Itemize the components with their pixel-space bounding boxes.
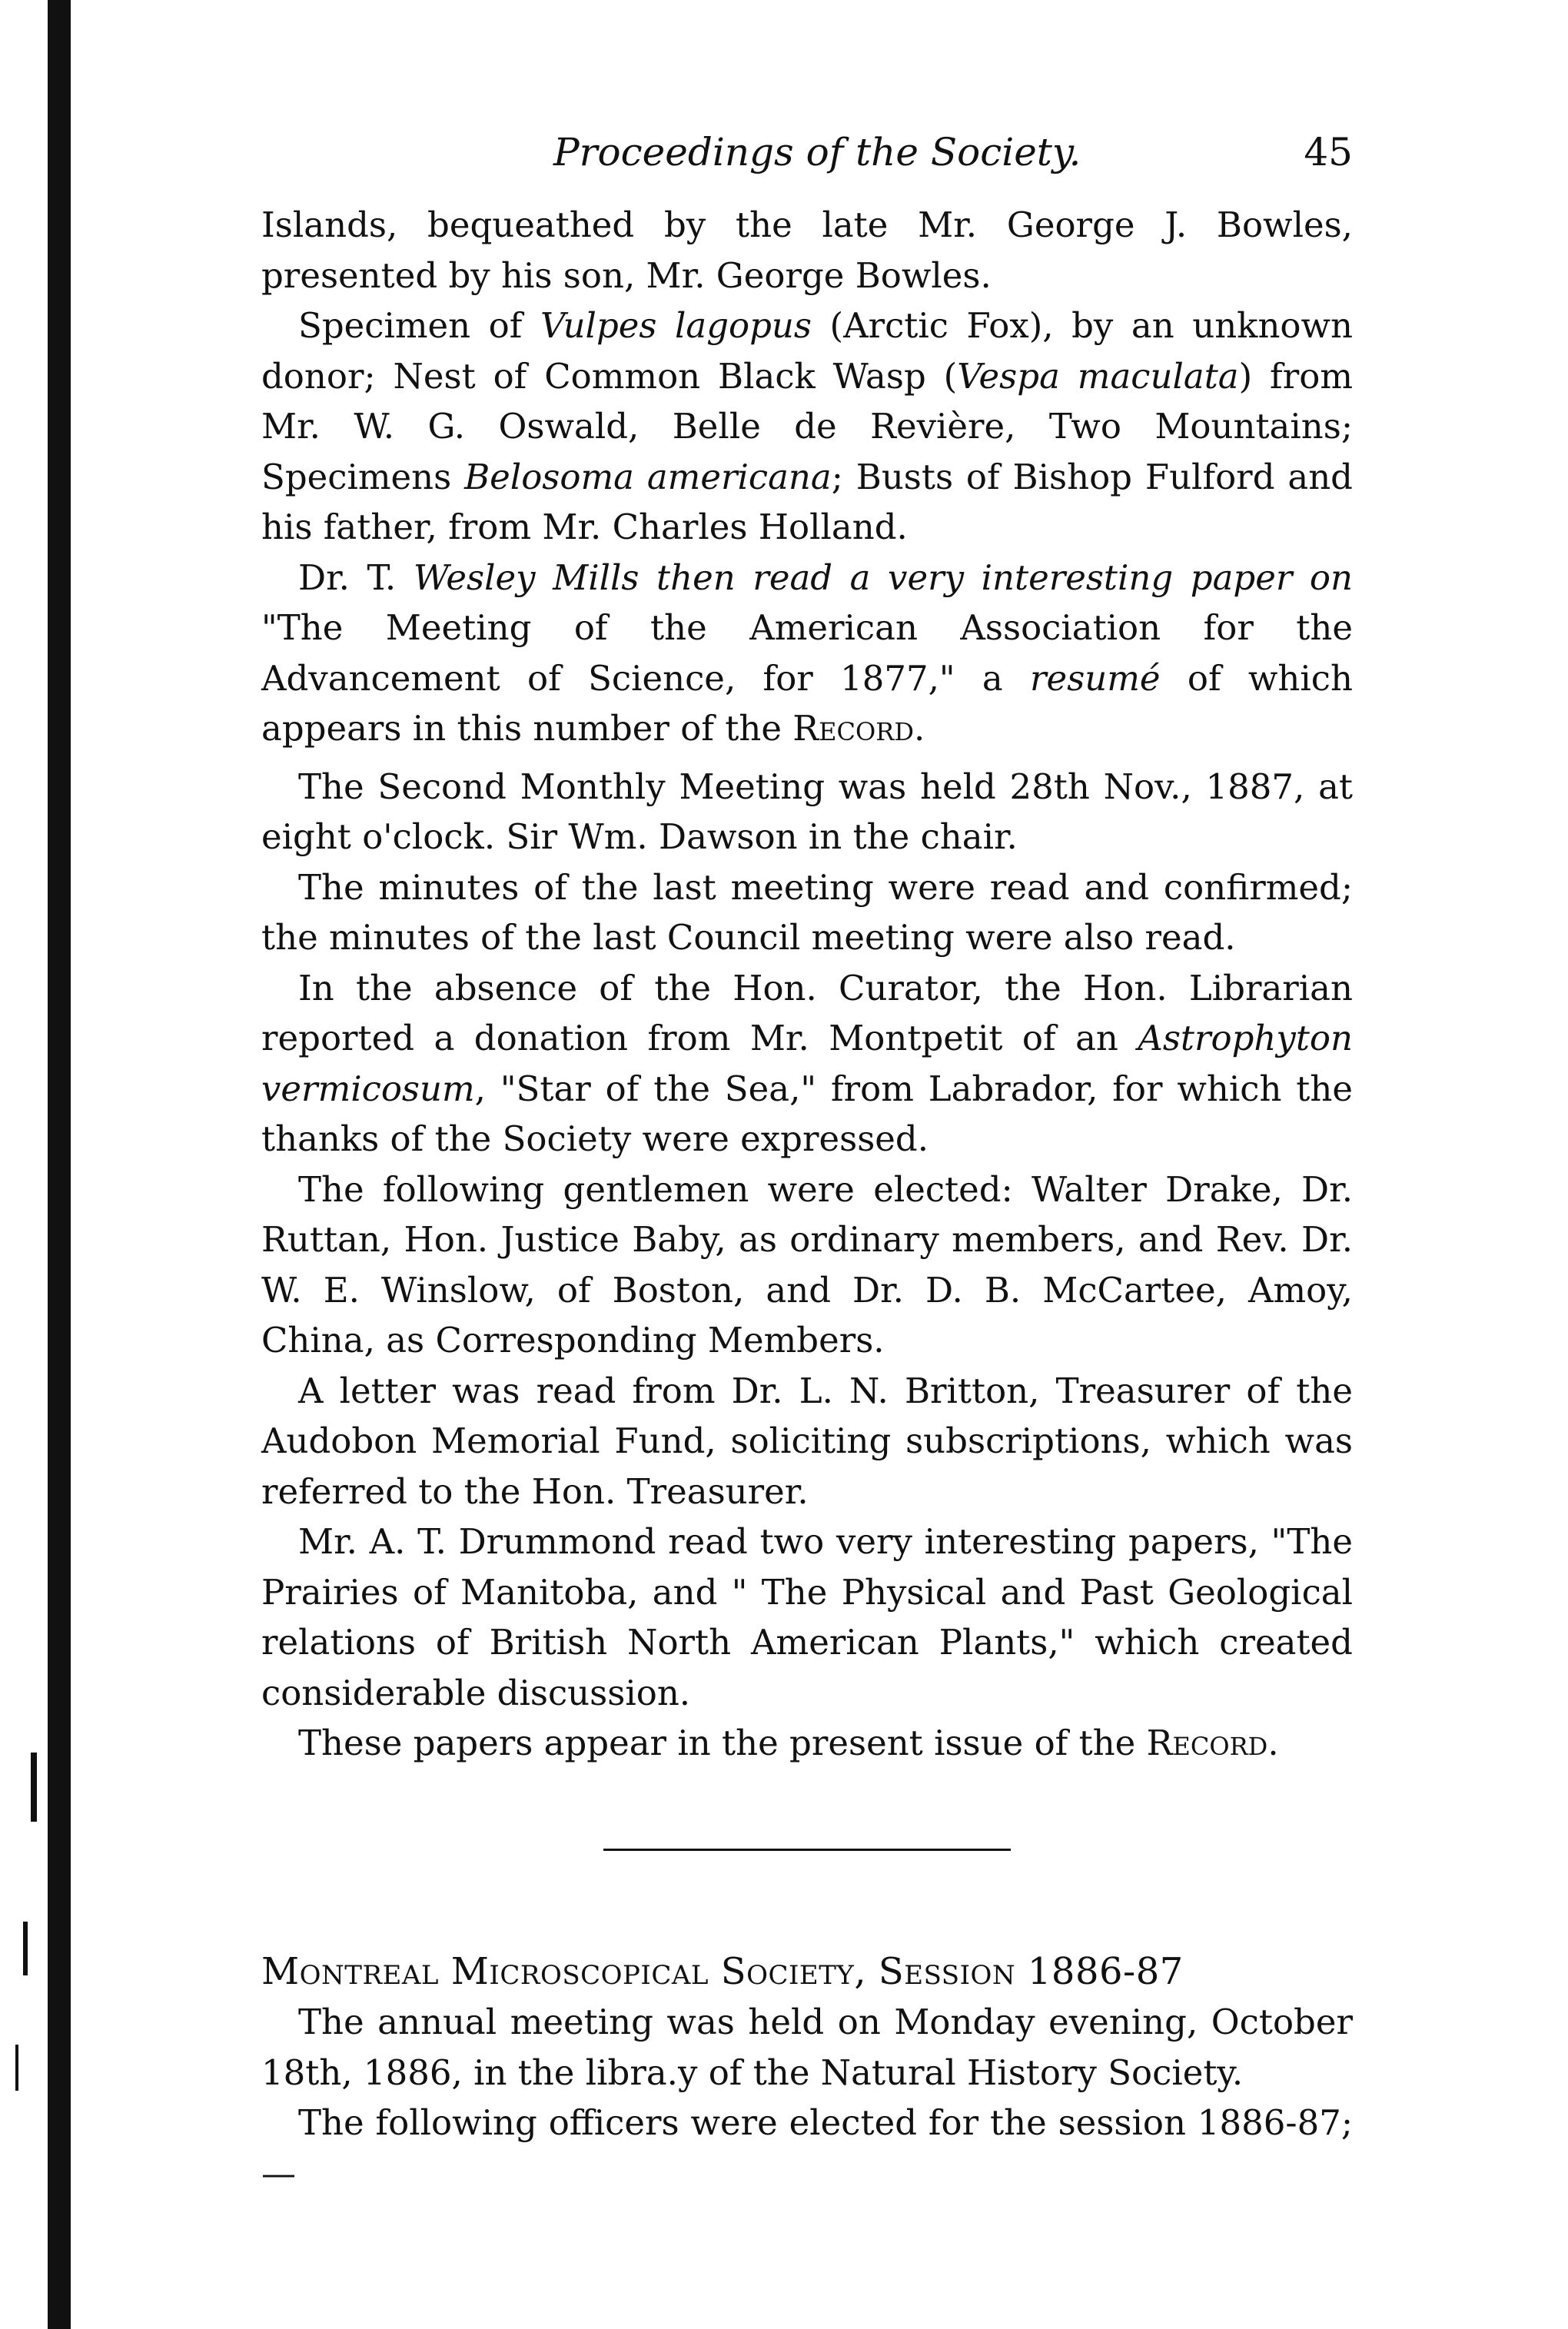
paragraph: Islands, bequeathed by the late Mr. George J. Bowles, presented by his son, Mr. George Bowles. (261, 204, 1353, 296)
paragraph: The annual meeting was held on Monday evening, October 18th, 1886, in the libra.y of the Natural History Society. (261, 2002, 1353, 2093)
section-divider (603, 1849, 1011, 1851)
paragraph: The following officers were elected for the session 1886-87;— (261, 2102, 1353, 2194)
page-body (261, 115, 1353, 2198)
paragraph: The Second Monthly Meeting was held 28th Nov., 1887, at eight o'clock. Sir Wm. Dawson in the chair. (261, 766, 1353, 857)
paragraph: A letter was read from Dr. L. N. Britton, Treasurer of the Audobon Memorial Fund, soliciting subscriptions, which was referred to the Hon. Treasurer. (261, 1370, 1353, 1512)
page-header (261, 115, 1353, 200)
scan-speck (23, 1922, 28, 1975)
page-number: 45 (1304, 130, 1353, 174)
section-title: Montreal Microscopical Society, Session 1886-87 (261, 1949, 1184, 1993)
paragraph: Specimen of Vulpes lagopus (Arctic Fox), by an unknown donor; Nest of Common Black Wasp (Vespa maculata) from Mr. W. G. Oswald, Belle de Revière, Two Mountains; Specimens Belosoma americana; Busts of Bishop Fulford and his father, from Mr. Charles Holland. (261, 305, 1354, 547)
paragraph: The following gentlemen were elected: Walter Drake, Dr. Ruttan, Hon. Justice Baby, as ordinary members, and Rev. Dr. W. E. Winslow, of Boston, and Dr. D. B. McCartee, Amoy, China, as Corresponding Members. (261, 1168, 1353, 1361)
running-head: Proceedings of the Society. (553, 130, 1081, 174)
paragraph: Mr. A. T. Drummond read two very interesting papers, "The Prairies of Manitoba, and " The Physical and Past Geological relations of British North American Plants," which created considerable discussion. (261, 1521, 1353, 1713)
paragraph: These papers appear in the present issue of the Record. (298, 1723, 1279, 1763)
paragraph: Dr. T. Wesley Mills then read a very interesting paper on "The Meeting of the American Association for the Advancement of Science, for 1877," a resumé of which appears in this number of the Record. (261, 557, 1353, 749)
paragraph: In the absence of the Hon. Curator, the Hon. Librarian reported a donation from Mr. Montpetit of an Astrophyton vermicosum, "Star of the Sea," from Labrador, for which the thanks of the Society were expressed. (261, 967, 1353, 1159)
paragraph: The minutes of the last meeting were read and confirmed; the minutes of the last Council meeting were also read. (261, 866, 1353, 958)
book-binding-edge (48, 0, 71, 2329)
scan-speck (31, 1753, 37, 1822)
scan-speck (15, 2045, 18, 2091)
